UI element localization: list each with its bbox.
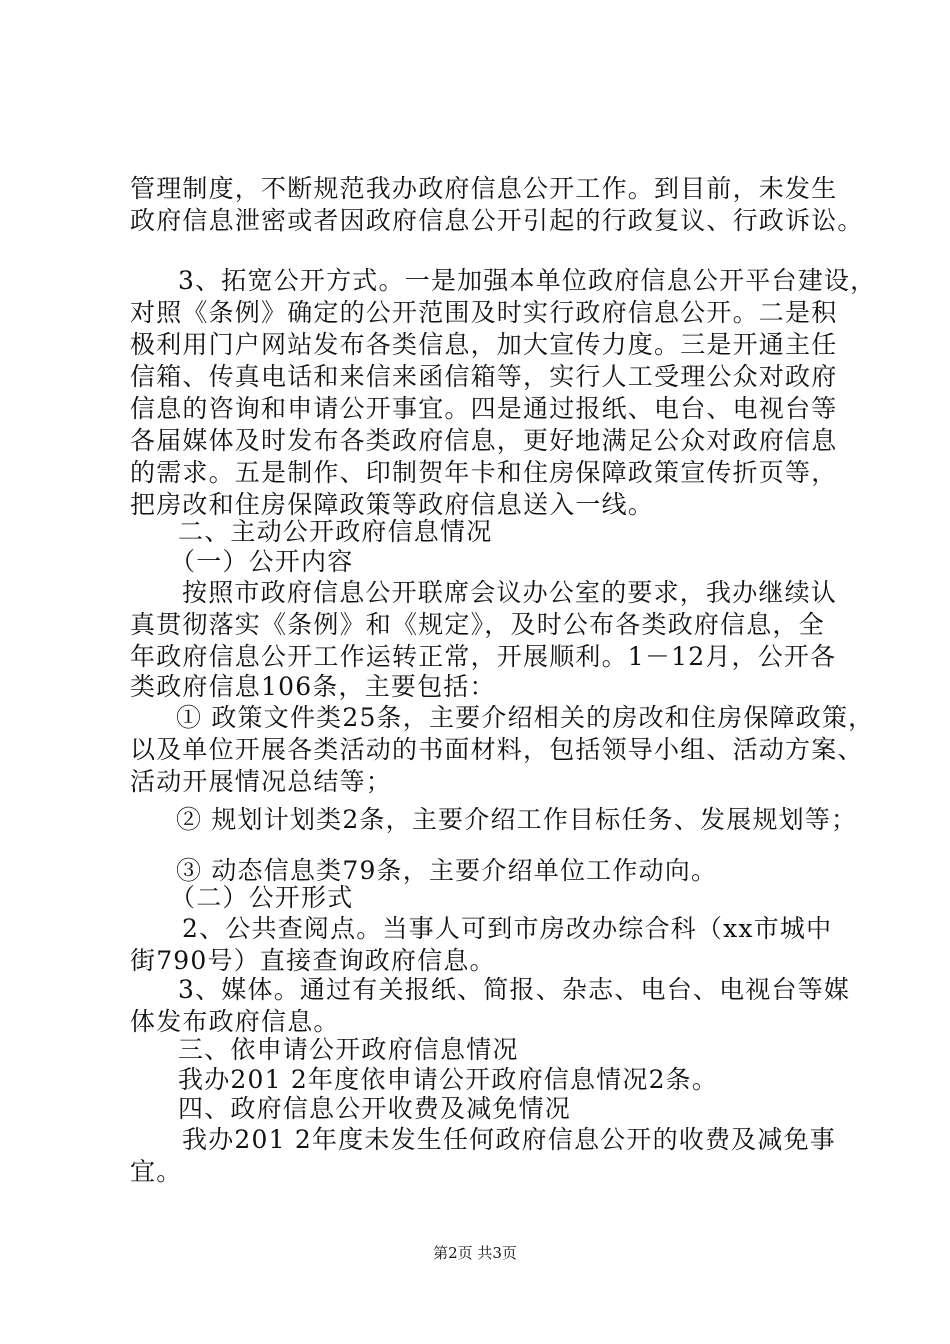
paragraph-line: 3、拓宽公开方式。一是加强本单位政府信息公开平台建设， (178, 266, 877, 295)
list-item: ② 规划计划类2条，主要介绍工作目标任务、发展规划等； (176, 805, 858, 834)
section-heading: 二、主动公开政府信息情况 (178, 517, 493, 546)
paragraph-line: 2、公共查阅点。当事人可到市房改办综合科（xx市城中 (182, 914, 833, 943)
paragraph-line: 类政府信息106条，主要包括： (130, 672, 496, 701)
paragraph-line: 活动开展情况总结等； (130, 767, 393, 796)
section-heading: 三、依申请公开政府信息情况 (178, 1035, 519, 1064)
paragraph-line: 真贯彻落实《条例》和《规定》，及时公布各类政府信息，全 (130, 610, 825, 639)
paragraph-line: 3、媒体。通过有关报纸、简报、杂志、电台、电视台等媒 (178, 975, 851, 1004)
paragraph-line: 极利用门户网站发布各类信息，加大宣传力度。三是开通主任 (130, 330, 838, 359)
subsection-heading: （一）公开内容 (170, 547, 354, 576)
page-number-footer: 第2页 共3页 (433, 1244, 517, 1262)
paragraph-line: 信箱、传真电话和来信来函信箱等，实行人工受理公众对政府 (130, 362, 838, 391)
paragraph-line: 信息的咨询和申请公开事宜。四是通过报纸、电台、电视台等 (130, 394, 838, 423)
paragraph-line: 把房改和住房保障政策等政府信息送入一线。 (130, 490, 655, 519)
section-heading: 四、政府信息公开收费及减免情况 (178, 1094, 572, 1123)
paragraph-line: 的需求。五是制作、印制贺年卡和住房保障政策宣传折页等， (130, 458, 838, 487)
list-item: ① 政策文件类25条，主要介绍相关的房改和住房保障政策， (176, 703, 875, 732)
paragraph-line: 体发布政府信息。 (130, 1007, 340, 1036)
paragraph-line: 街790号）直接查询政府信息。 (130, 946, 496, 975)
paragraph-line: 宜。 (130, 1157, 183, 1186)
paragraph-line: 年政府信息公开工作运转正常，开展顺利。1－12月，公开各 (130, 642, 837, 671)
paragraph-line: 我办201 2年度未发生任何政府信息公开的收费及减免事 (182, 1125, 836, 1154)
list-item: ③ 动态信息类79条，主要介绍单位工作动向。 (176, 856, 718, 885)
paragraph-line: 按照市政府信息公开联席会议办公室的要求，我办继续认 (182, 578, 838, 607)
subsection-heading: （二）公开形式 (170, 883, 354, 912)
paragraph-line: 政府信息泄密或者因政府信息公开引起的行政复议、行政诉讼。 (130, 206, 864, 235)
paragraph-line: 对照《条例》确定的公开范围及时实行政府信息公开。二是积 (130, 298, 838, 327)
paragraph-line: 各届媒体及时发布各类政府信息，更好地满足公众对政府信息 (130, 426, 838, 455)
paragraph-line: 我办201 2年度依申请公开政府信息情况2条。 (178, 1065, 719, 1094)
paragraph-line: 以及单位开展各类活动的书面材料，包括领导小组、活动方案、 (130, 735, 864, 764)
paragraph-line: 管理制度，不断规范我办政府信息公开工作。到目前，未发生 (130, 174, 838, 203)
